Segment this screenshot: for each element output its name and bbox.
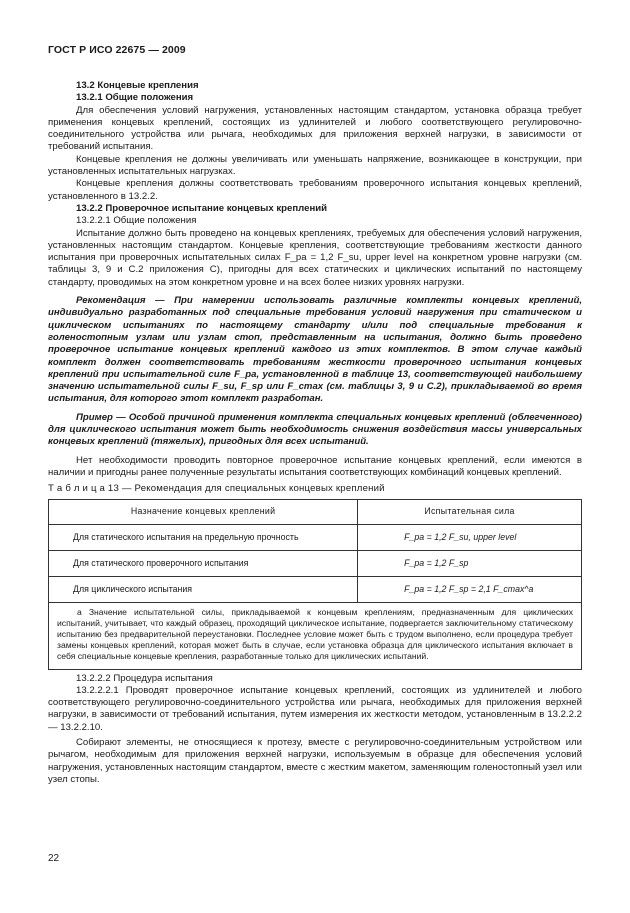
table-header-purpose: Назначение концевых креплений — [49, 499, 358, 524]
spec-table — [48, 499, 582, 670]
table-cell-purpose: Для статического испытания на предельную прочность — [49, 524, 358, 550]
section-heading-13-2-2: 13.2.2 Проверочное испытание концевых креплений — [76, 202, 328, 214]
paragraph: 13.2.2.2.1 Проводят проверочное испытание концевых креплений, состоящих из удлинителей и любого соответствующего регулировочно-соединительного устройства или рычага, необходимых для приложения верхней нагрузки, в зависимости от требований испытания, путем измерения их жесткости методом, установленным в 13.2.2.2 — 13.2.2.10. — [48, 684, 582, 733]
table-header-force: Испытательная сила — [358, 499, 582, 524]
table-row — [49, 602, 582, 669]
table-cell-force: F_pa = 1,2 F_sp = 2,1 F_cmax^a — [358, 576, 582, 602]
subsection-heading-13-2-2-1: 13.2.2.1 Общие положения — [76, 215, 197, 227]
paragraph: Собирают элементы, не относящиеся к протезу, вместе с регулировочно-соединительным устройством или рычагом, необходимым для приложения верхней нагрузки, используемым в образце для обеспечения условий нагружения, установленных настоящим стандартом, вместе с жестким макетом, заменяющим голеностопный узел или узел стопы. — [48, 737, 582, 785]
table-cell-purpose: Для циклического испытания — [49, 576, 358, 602]
table-row — [49, 576, 582, 602]
document-body — [48, 80, 582, 786]
table-cell-force: F_pa = 1,2 F_sp — [358, 550, 582, 576]
example-note: Пример — Особой причиной применения комплекта специальных концевых креплений (облегченного) для циклического испытания может быть необходимость снижения воздействия массы универсальных концевых креплений (тяжелых), пригодных для всех испытаний. — [48, 411, 582, 448]
paragraph: Испытание должно быть проведено на концевых креплениях, требуемых для обеспечения условий нагружения, установленных настоящим стандартом. Концевые крепления, соответствующие требованиям жесткости данного испытания при проверочных испытательных силах F_pa = 1,2 F_su, upper level на конкретном уровне нагрузки (см. таблицы 3, 9 и C.2 приложения C), пригодны для всех статических и циклических испытаний по настоящему стандарту, проводимых на этом конкретном уровне и на всех более низких уровнях нагрузки. — [48, 227, 582, 288]
table-cell-purpose: Для статического проверочного испытания — [49, 550, 358, 576]
table-footnote: а Значение испытательной силы, прикладываемой к концевым креплениям, предназначенным для циклических испытаний, учитывает, что каждый образец, проходящий циклическое испытание, подвергается заключительному статическому испытанию без предварительной переустановки. Последнее условие может быть с трудом выполнено, если процедура требует замены концевых креплений, которая может быть в случае, если установка образца для циклического испытания включает в себя специальные концевые крепления, разработанные только для циклических испытаний. — [49, 602, 582, 669]
paragraph: Концевые крепления не должны увеличивать или уменьшать напряжение, возникающее в конструкции, при установленных испытательных нагрузках. — [48, 153, 582, 178]
paragraph: Для обеспечения условий нагружения, установленных настоящим стандартом, установка образца требует применения концевых креплений, состоящих из удлинителей и любого соответствующего регулировочно-соединительного устройства или рычага, необходимых для приложения верхней нагрузки, в зависимости от требований испытания. — [48, 104, 582, 153]
table-caption: Т а б л и ц а 13 — Рекомендация для специальных концевых креплений — [48, 483, 385, 495]
paragraph: Концевые крепления должны соответствовать требованиям проверочного испытания концевых креплений, установленного в 13.2.2. — [48, 178, 582, 202]
section-heading-13-2: 13.2 Концевые крепления — [76, 80, 199, 91]
section-heading-13-2-1: 13.2.1 Общие положения — [76, 92, 194, 104]
subsection-heading-13-2-2-2: 13.2.2.2 Процедура испытания — [76, 672, 213, 684]
recommendation-note: Рекомендация — При намерении использовать различные комплекты концевых креплений, индивидуально разработанных под специальные требования условий нагружения при статическом и циклическом испытаниях по настоящему стандарту и/или под специальные требования к голеностопным узлам или узлам стоп, представленным на испытания, должно быть проведено проверочное испытание концевых креплений каждого из этих комплектов. В этом случае каждый комплект должен соответствовать требованиям жесткости проверочного испытания концевых креплений при испытательной силе F_pa, установленной в таблице 13, соответствующей наибольшему значению испытательной силы F_su, F_sp или F_cmax (см. таблицы 3, 9 и C.2), прикладываемой во время испытания, для которого этот комплект разработан. — [48, 295, 582, 405]
table-row — [49, 550, 582, 576]
page-number: 22 — [48, 853, 60, 864]
paragraph: Нет необходимости проводить повторное проверочное испытание концевых креплений, если имеются в наличии и пригодны ранее полученные результаты испытания соответствующих комбинаций концевых креплений. — [48, 454, 582, 478]
table-cell-force: F_pa = 1,2 F_su, upper level — [358, 524, 582, 550]
table-row — [49, 524, 582, 550]
running-header: ГОСТ Р ИСО 22675 — 2009 — [48, 44, 186, 56]
